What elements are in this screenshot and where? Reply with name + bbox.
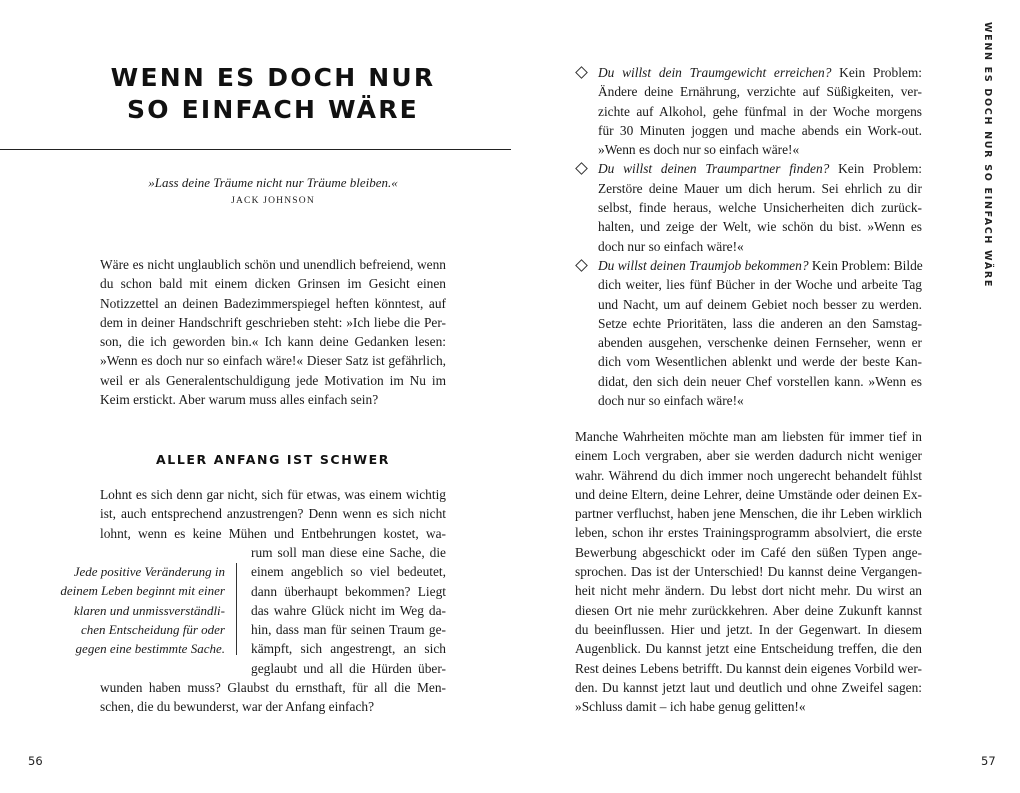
text-line: son, die ich geworden bin.« Ich kann deine Gedanken lesen: — [100, 334, 446, 350]
text-line: ist, auch entsprechend anzustrengen? Denn wenn es sich nicht — [100, 506, 446, 522]
text-line: wunden haben muss? Glaubst du ernsthaft, für all die Men- — [100, 680, 446, 695]
text-line: dich weiter, lies fünf Bücher in der Woche und arbeite Tag — [598, 277, 922, 293]
chapter-title-rule — [0, 149, 511, 150]
text-line: für 30 Minuten joggen und mache abends ein Work-out. — [598, 122, 922, 138]
text-line: doch nur so einfach wäre!« — [598, 393, 744, 409]
list-item — [575, 256, 922, 410]
text-line: zichte auf Alkohol, gehe fünfmal in der Woche morgens — [598, 103, 922, 119]
list-item-lead: Du willst deinen Traumpartner finden? — [598, 161, 830, 177]
list-item-lead-rest: Kein Problem: — [831, 65, 922, 80]
text-line: Jede positive Veränderung in — [73, 564, 225, 579]
text-line: Keim erstickt. Aber warum muss alles einfach sein? — [100, 392, 379, 408]
text-line: »Wenn es doch nur so einfach wäre!« Dieser Satz ist gefährlich, — [100, 353, 446, 369]
text-line: diesen Ort nie mehr zurückkehren. Aber deine Zukunft kannst — [575, 602, 922, 618]
text-line: leben, schon ihr erstes Trainingsprogramm absolviert, die erste — [575, 525, 922, 541]
text-line: Wäre es nicht unglaublich schön und unendlich befreiend, wenn — [100, 257, 446, 272]
text-line: dem in deiner Handschrift geschrieben steht: »Ich liebe die Per- — [100, 314, 446, 330]
section-paragraph-narrow — [251, 543, 446, 678]
section-paragraph-bottom — [100, 678, 446, 717]
text-line: heit nicht mehr ändern. Du lebst dort nicht mehr. Du wirst an — [575, 583, 922, 599]
text-line: »Wenn es doch nur so einfach wäre!« — [598, 142, 800, 158]
body-paragraph — [575, 427, 922, 716]
chapter-title-line: SO EINFACH WÄRE — [127, 95, 419, 124]
text-line: und Nacht, um auf deinem Gebiet noch besser zu werden. — [598, 296, 922, 312]
text-line: und deine Eltern, deine Lehrer, deine Umstände oder deinen Ex- — [575, 486, 922, 502]
list-item-lead: Du willst deinen Traumjob bekommen? — [598, 257, 809, 273]
text-line: klaren und unmissverständli- — [73, 602, 225, 618]
list-item-first-line — [598, 63, 922, 82]
chapter-title-lines — [60, 62, 486, 126]
chapter-title — [60, 62, 486, 126]
text-line: schen, die du bewunderst, war der Anfang einfach? — [100, 699, 375, 715]
text-line: sprochen. Das ist der Unterschied! Du kannst deine Vergangen- — [575, 564, 922, 580]
text-line: Notizzettel an deinen Badezimmerspiegel heften könntest, auf — [100, 295, 446, 311]
chapter-title-line: WENN ES DOCH NUR — [110, 63, 436, 92]
section-paragraph-top — [100, 485, 446, 543]
diamond-bullet-icon — [575, 259, 588, 272]
text-line: gegen eine bestimmte Sache. — [75, 641, 225, 657]
text-line: rum soll man diese eine Sache, die — [251, 545, 446, 560]
text-line: den. Du kannst jetzt laut und deutlich und ohne Zweifel sagen: — [575, 679, 922, 695]
example-list — [575, 63, 922, 410]
text-line: halten, und zeige der Welt, wie schön du bist. »Wenn es — [598, 219, 922, 235]
text-line: du beeinflussen. Hier und jetzt. In der Gegenwart. In diesem — [575, 621, 922, 637]
text-line: wahr. Während du dich immer noch ungerecht behandelt fühlst — [575, 467, 922, 483]
text-line: Bewerbung abgeschickt oder im Café den süßen Typen ange- — [575, 544, 922, 560]
text-line: didat, den sich dein neuer Chef vorstellen kann. »Wenn es — [598, 373, 922, 389]
text-line: geglaubt und all die Hürden über- — [251, 660, 446, 676]
list-item — [575, 159, 922, 255]
page-number-right: 57 — [981, 754, 996, 768]
text-line: chen Entscheidung für oder — [80, 621, 225, 637]
pull-quote — [40, 562, 225, 658]
text-line: dich vom Wesentlichen ablenkt und werde der beste Kan- — [598, 354, 922, 370]
text-line: weil er als Generalentschuldigung jede Motivation im Nu im — [100, 372, 446, 388]
text-line: dann überhaupt bekommen? Liegt — [251, 583, 446, 599]
list-item-first-line — [598, 159, 922, 178]
text-line: doch nur so einfach wäre!« — [598, 238, 744, 254]
pull-quote-rule — [236, 563, 237, 655]
text-line: deinem Leben beginnt mit einer — [60, 583, 225, 599]
page-number-left: 56 — [28, 754, 43, 768]
text-line: Setze echte Prioritäten, lass die anderen an den Samstag- — [598, 315, 922, 331]
diamond-bullet-icon — [575, 66, 588, 79]
text-line: Manche Wahrheiten möchte man am liebsten für immer tief in — [575, 429, 922, 444]
text-line: abenden ausgehen, verschenke deinen Fernseher, wenn er — [598, 335, 922, 351]
text-line: einem angeblich so viel bedeutet, — [251, 564, 446, 580]
text-line: selbst, finde heraus, welche Unsicherheiten dich zurück- — [598, 200, 922, 216]
text-line: kämpft, sich angestrengt, an sich — [251, 641, 446, 657]
text-line: partner verfluchst, haben jene Menschen, die ihr Leben wirklich — [575, 506, 922, 522]
text-line: Zerstöre deine Mauer um dich herum. Sei ehrlich zu dir — [598, 180, 922, 196]
list-item-lead: Du willst dein Traumgewicht erreichen? — [598, 65, 832, 80]
section-heading: ALLER ANFANG IST SCHWER — [155, 452, 391, 467]
text-line: du schon bald mit einem dicken Grinsen im Gesicht einen — [100, 276, 446, 292]
list-item-lead-rest: Kein Problem: Bilde — [808, 257, 923, 273]
epigraph-author: JACK JOHNSON — [231, 196, 315, 206]
diamond-bullet-icon — [575, 163, 588, 176]
text-line: Augenblick. Du kannst jetzt eine Entscheidung treffen, die den — [575, 641, 922, 657]
list-item-first-line — [598, 256, 922, 275]
text-line: Rest deines Lebens betrifft. Du kannst dein eigenes Vorbild wer- — [575, 660, 922, 676]
text-line: Lohnt es sich denn gar nicht, sich für etwas, was einem wichtig — [100, 487, 446, 502]
list-item — [575, 63, 922, 159]
text-line: lohnt, wenn es keine Mühen und Entbehrungen kostet, wa- — [100, 525, 446, 541]
text-line: Ändere deine Ernährung, verzichte auf Süßigkeiten, ver- — [598, 84, 922, 100]
text-line: einem Loch vergraben, aber sie werden dadurch nicht weniger — [575, 448, 922, 464]
epigraph-quote: »Lass deine Träume nicht nur Träume bleiben.« — [148, 175, 398, 190]
running-head: WENN ES DOCH NUR SO EINFACH WÄRE — [982, 22, 993, 289]
intro-paragraph — [100, 255, 446, 409]
text-line: das wahre Glück nicht im Weg da- — [251, 602, 446, 618]
text-line: »Schluss damit – ich habe genug gelitten!« — [575, 699, 806, 715]
text-line: hin, dass man für seinen Traum ge- — [251, 622, 446, 638]
list-item-lead-rest: Kein Problem: — [829, 161, 922, 177]
